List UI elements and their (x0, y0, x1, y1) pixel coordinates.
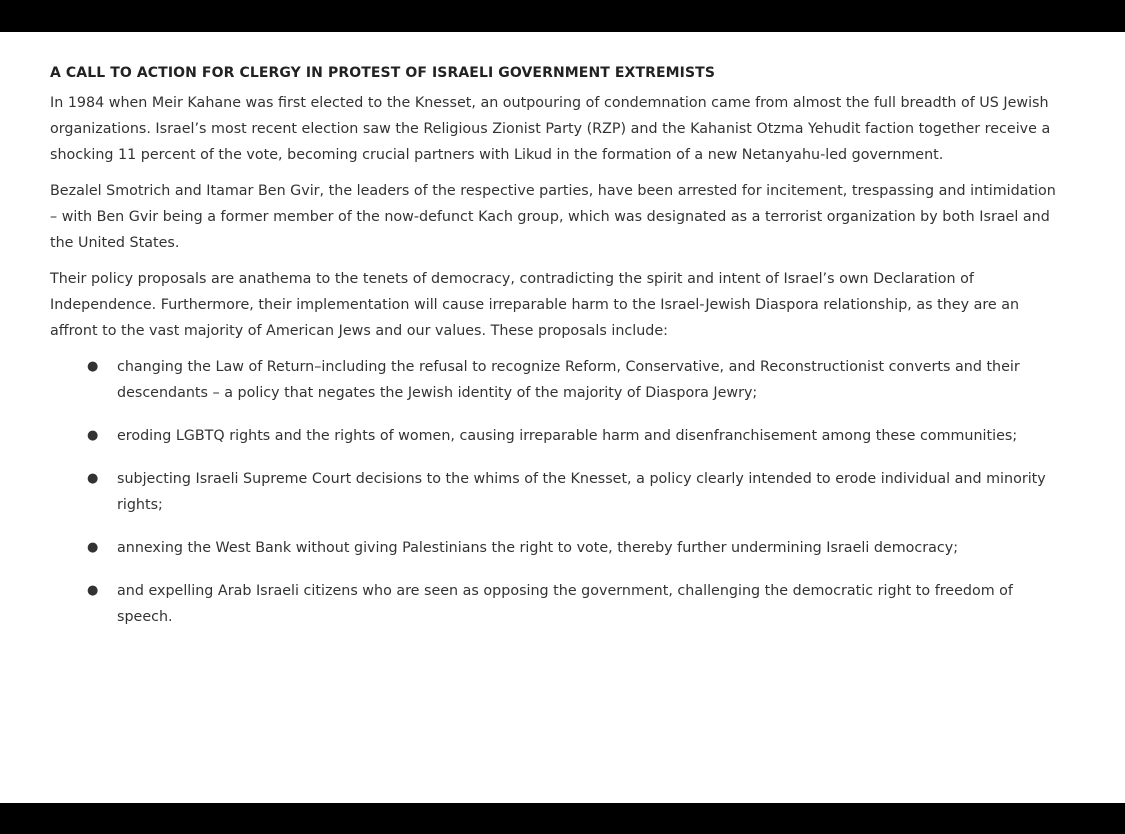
proposal-text: subjecting Israeli Supreme Court decisions to the whims of the Knesset, a policy clearly intended to erode individual and minority rights; (117, 471, 1046, 513)
bullet-icon: ● (87, 471, 99, 486)
bullet-icon: ● (87, 583, 99, 598)
document-title: A CALL TO ACTION FOR CLERGY IN PROTEST OF ISRAELI GOVERNMENT EXTREMISTS (50, 65, 716, 81)
proposal-text: changing the Law of Return–including the refusal to recognize Reform, Conservative, and Reconstructionist converts and their descendants – a policy that negates the Jewish identity of the majority of Diaspora Jewry; (117, 359, 1020, 401)
proposal-lgbtq-rights (50, 423, 1065, 449)
document-page (0, 32, 1125, 803)
paragraph-policy-proposals: Their policy proposals are anathema to the tenets of democracy, contradicting the spirit and intent of Israel’s own Declaration of Independence. Furthermore, their implementation will cause irreparable harm to the Israel-Jewish Diaspora relationship, as they are an affront to the vast majority of American Jews and our values. These proposals include: (50, 271, 1020, 339)
proposal-west-bank (50, 535, 1065, 561)
proposal-expelling-citizens (50, 578, 1065, 630)
bullet-icon: ● (87, 540, 99, 555)
proposals-list (50, 354, 1065, 630)
paragraph-party-leaders: Bezalel Smotrich and Itamar Ben Gvir, the leaders of the respective parties, have been arrested for incitement, trespassing and intimidation – with Ben Gvir being a former member of the now-defunct Kach group, which was designated as a terrorist organization by both Israel and the United States. (50, 183, 1056, 251)
proposal-text: annexing the West Bank without giving Palestinians the right to vote, thereby further undermining Israeli democracy; (117, 540, 959, 556)
proposal-law-of-return (50, 354, 1065, 406)
paragraph-kahane-history: In 1984 when Meir Kahane was first elected to the Knesset, an outpouring of condemnation came from almost the full breadth of US Jewish organizations. Israel’s most recent election saw the Religious Zionist Party (RZP) and the Kahanist Otzma Yehudit faction together receive a shocking 11 percent of the vote, becoming crucial partners with Likud in the formation of a new Netanyahu-led government. (50, 95, 1051, 163)
bullet-icon: ● (87, 359, 99, 374)
proposal-supreme-court (50, 466, 1065, 518)
proposal-text: eroding LGBTQ rights and the rights of women, causing irreparable harm and disenfranchisement among these communities; (117, 428, 1018, 444)
proposal-text: and expelling Arab Israeli citizens who are seen as opposing the government, challenging the democratic right to freedom of speech. (117, 583, 1013, 625)
bullet-icon: ● (87, 428, 99, 443)
